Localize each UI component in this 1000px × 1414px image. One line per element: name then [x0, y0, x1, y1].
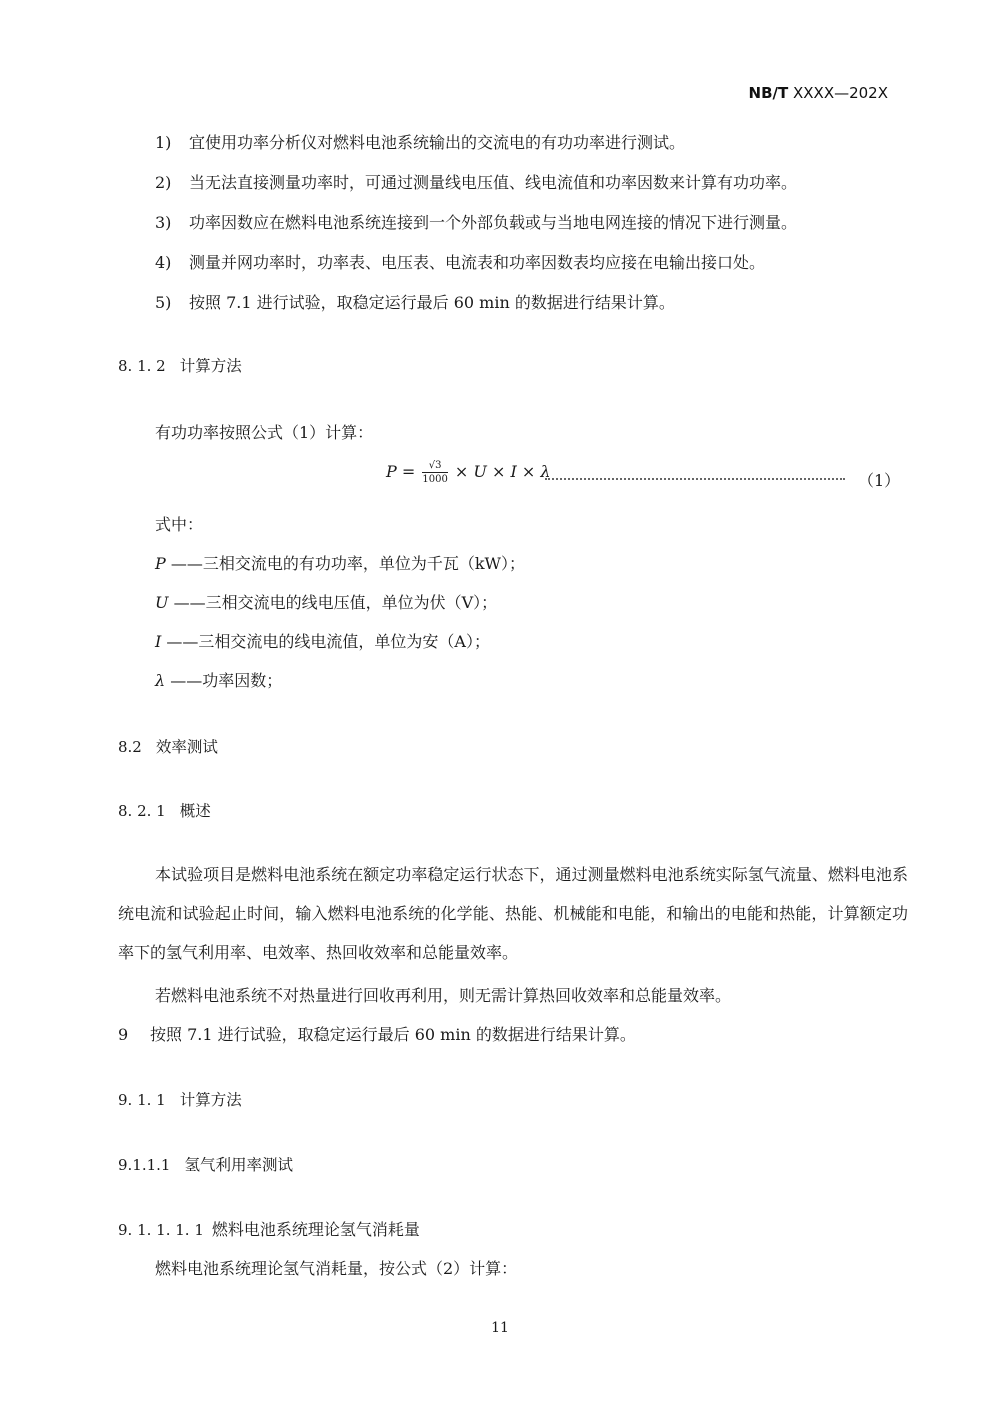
list-item: 4) 测量并网功率时，功率表、电压表、电流表和功率因数表均应接在电输出接口处。 [155, 253, 766, 272]
section-heading-8-2-1: 8. 2. 1 概述 [118, 802, 211, 820]
section-heading-8-1-2: 8. 1. 2 计算方法 [118, 357, 242, 375]
page-number: 11 [491, 1320, 509, 1336]
section-heading-8-2: 8.2 效率测试 [118, 738, 218, 756]
fraction-numerator: √3 [422, 460, 447, 473]
formula-intro: 有功功率按照公式（1）计算： [155, 423, 374, 442]
variable-definition: λ ——功率因数； [155, 671, 283, 690]
list-item: 3) 功率因数应在燃料电池系统连接到一个外部负载或与当地电网连接的情况下进行测量。 [155, 213, 798, 232]
variable-definition: U ——三相交流电的线电压值，单位为伏（V）； [155, 593, 498, 612]
list-item-9: 9 按照 7.1 进行试验，取稳定运行最后 60 min 的数据进行结果计算。 [118, 1025, 636, 1044]
fraction-denominator: 1000 [422, 474, 448, 485]
list-item: 1) 宜使用功率分析仪对燃料电池系统输出的交流电的有功功率进行测试。 [155, 133, 686, 152]
formula-number: （1） [858, 471, 901, 490]
list-item: 5) 按照 7.1 进行试验，取稳定运行最后 60 min 的数据进行结果计算。 [155, 293, 675, 312]
no-heat-paragraph: 若燃料电池系统不对热量进行回收再利用，则无需计算热回收效率和总能量效率。 [155, 986, 732, 1005]
formula-1 [386, 460, 551, 485]
theory-intro: 燃料电池系统理论氢气消耗量，按公式（2）计算： [155, 1259, 518, 1278]
formula-lhs: P = [386, 462, 416, 481]
dot-leader [545, 468, 845, 480]
section-heading-9-1-1-1-1: 9. 1. 1. 1. 1 燃料电池系统理论氢气消耗量 [118, 1220, 420, 1239]
formula-fraction [422, 460, 447, 485]
list-item: 2) 当无法直接测量功率时，可通过测量线电压值、线电流值和功率因数来计算有功功率。 [155, 173, 798, 192]
standard-prefix: NB/T [748, 84, 789, 102]
formula-rhs: × U × I × λ [454, 462, 551, 481]
variable-definition: I ——三相交流电的线电流值，单位为安（A）； [155, 632, 490, 651]
section-heading-9-1-1: 9. 1. 1 计算方法 [118, 1091, 242, 1109]
document-code-header [749, 84, 888, 102]
overview-paragraph: 本试验项目是燃料电池系统在额定功率稳定运行状态下，通过测量燃料电池系统实际氢气流量、燃料电池系统电流和试验起止时间，输入燃料电池系统的化学能、热能、机械能和电能，和输出的电能和热能，计算额定功率下的氢气利用率、电效率、热回收效率和总能量效率。 [118, 865, 908, 962]
standard-number: XXXX—202X [788, 84, 888, 102]
variable-definition: P ——三相交流电的有功功率，单位为千瓦（kW）； [155, 554, 525, 573]
where-label: 式中： [155, 515, 204, 534]
section-heading-9-1-1-1: 9.1.1.1 氢气利用率测试 [118, 1156, 293, 1174]
